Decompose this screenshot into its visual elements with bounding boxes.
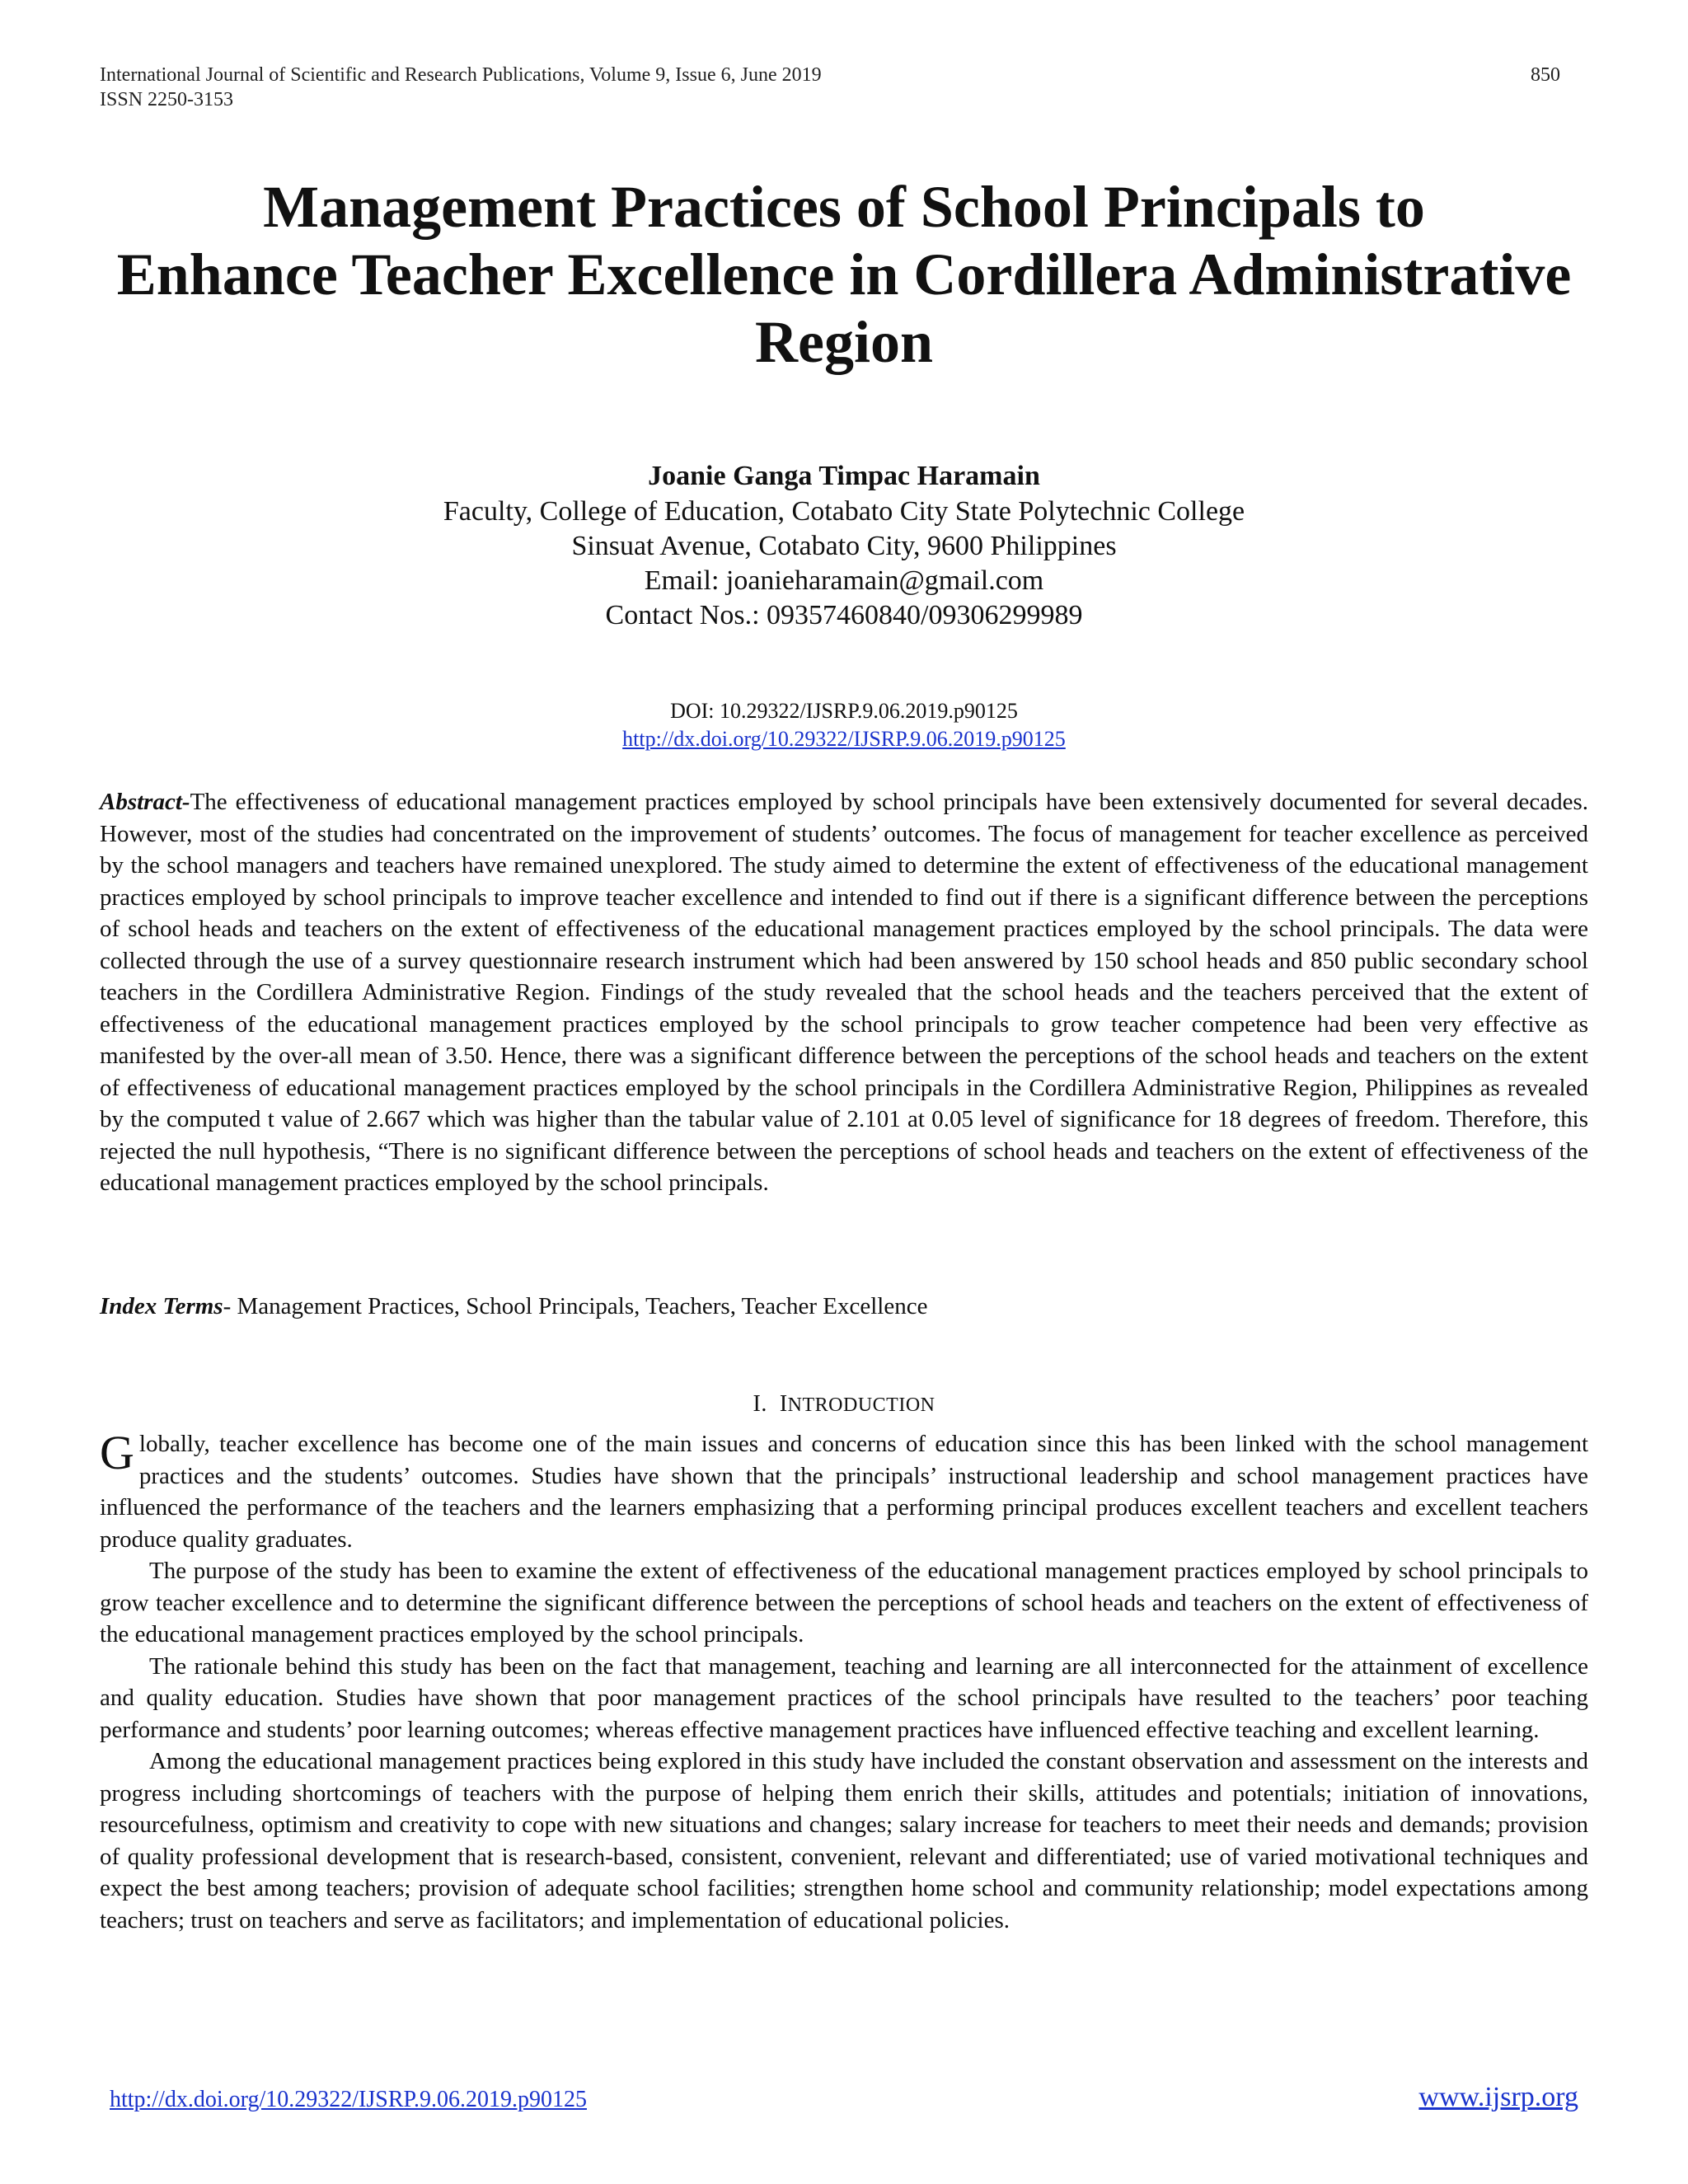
title-line-3: Region: [755, 309, 933, 375]
drop-cap: G: [100, 1426, 134, 1479]
abstract-text: The effectiveness of educational management practices employed by school principals have been extensively documented for several decades. However, most of the studies had concentrated on the improvement of students’ outcomes. The focus of management for teacher excellence as perceived by the school managers and teachers have remained unexplored. The study aimed to determine the extent of effectiveness of the educational management practices employed by school principals to improve teacher excellence and intended to find out if there is a significant difference between the perceptions of school heads and teachers on the extent of effectiveness of the educational management practices employed by the school principals. The data were collected through the use of a survey questionnaire research instrument which had been answered by 150 school heads and 850 public secondary school teachers in the Cordillera Administrative Region. Findings of the study revealed that the school heads and the teachers perceived that the extent of effectiveness of the educational management practices employed by the school principals to grow teacher competence had been very effective as manifested by the over-all mean of 3.50. Hence, there was a significant difference between the perceptions of the school heads and teachers on the extent of effectiveness of educational management practices employed by the school principals in the Cordillera Administrative Region, Philippines as revealed by the computed t value of 2.667 which was higher than the tabular value of 2.101 at 0.05 level of significance for 18 degrees of freedom. Therefore, this rejected the null hypothesis, “There is no significant difference between the perceptions of school heads and teachers on the extent of effectiveness of the educational management practices employed by the school principals.: [100, 789, 1588, 1196]
footer-doi-link[interactable]: http://dx.doi.org/10.29322/IJSRP.9.06.2019.p90125: [110, 2087, 587, 2112]
page-footer: [110, 2082, 1578, 2120]
title-line-1: Management Practices of School Principals to: [263, 174, 1425, 240]
issn-line: ISSN 2250-3153: [100, 89, 234, 110]
index-terms-text: - Management Practices, School Principals, Teachers, Teacher Excellence: [223, 1293, 928, 1319]
intro-paragraph-1: [100, 1428, 1588, 1555]
journal-line: International Journal of Scientific and Research Publications, Volume 9, Issue 6, June 2019: [100, 64, 822, 86]
intro-paragraph-4: Among the educational management practices being explored in this study have included the constant observation and assessment on the interests and progress including shortcomings of teachers with the purpose of helping them enrich their skills, attitudes and potentials; initiation of innovations, resourcefulness, optimism and creativity to cope with new situations and changes; salary increase for teachers to meet their needs and demands; provision of quality professional development that is research-based, consistent, convenient, relevant and differentiated; use of varied motivational techniques and expect the best among teachers; provision of adequate school facilities; strengthen home school and community relationship; model expectations among teachers; trust on teachers and serve as facilitators; and implementation of educational policies.: [100, 1748, 1588, 1933]
author-address: Sinsuat Avenue, Cotabato City, 9600 Philippines: [571, 531, 1117, 561]
footer-site-link[interactable]: www.ijsrp.org: [1418, 2082, 1578, 2112]
doi-link[interactable]: http://dx.doi.org/10.29322/IJSRP.9.06.2019.p90125: [622, 727, 1066, 751]
intro-paragraph-1-text: lobally, teacher excellence has become one of the main issues and concerns of education since this has been linked with the school management practices and the students’ outcomes. Studies have shown that the principals’ instructional leadership and school management practices have influenced the performance of the teachers and the learners emphasizing that a performing principal produces excellent teachers and excellent teachers produce quality graduates.: [100, 1431, 1588, 1553]
author-block: [82, 458, 1606, 633]
author-affiliation: Faculty, College of Education, Cotabato City State Polytechnic College: [443, 496, 1245, 527]
doi-block: [82, 697, 1606, 753]
running-head: [100, 63, 822, 112]
paper-title: [82, 173, 1606, 376]
abstract: [100, 786, 1588, 1199]
section-number: I.: [753, 1391, 767, 1417]
author-contact: Contact Nos.: 09357460840/09306299989: [605, 600, 1083, 630]
page-number: 850: [1531, 64, 1560, 86]
section-title-initial: I: [779, 1391, 788, 1417]
introduction-body: [100, 1428, 1588, 1936]
author-name: Joanie Ganga Timpac Haramain: [648, 461, 1040, 491]
section-title-rest: NTRODUCTION: [787, 1394, 935, 1416]
intro-paragraph-3: The rationale behind this study has been on the fact that management, teaching and learning are all interconnected for the attainment of excellence and quality education. Studies have shown that poor management practices of the school principals have resulted to the teachers’ poor teaching performance and students’ poor learning outcomes; whereas effective management practices have influenced effective teaching and excellent learning.: [100, 1652, 1588, 1743]
section-heading: [82, 1390, 1606, 1420]
index-terms: [100, 1291, 1588, 1323]
index-terms-label: Index Terms: [100, 1293, 223, 1319]
author-email: Email: joanieharamain@gmail.com: [644, 565, 1044, 596]
intro-paragraph-2: The purpose of the study has been to examine the extent of effectiveness of the educational management practices employed by school principals to grow teacher excellence and to determine the significant difference between the perceptions of school heads and teachers on the extent of effectiveness of the educational management practices employed by the school principals.: [100, 1558, 1588, 1647]
title-line-2: Enhance Teacher Excellence in Cordillera Administrative: [116, 241, 1572, 307]
abstract-label: Abstract-: [100, 789, 190, 815]
doi-label: DOI: 10.29322/IJSRP.9.06.2019.p90125: [670, 699, 1018, 723]
